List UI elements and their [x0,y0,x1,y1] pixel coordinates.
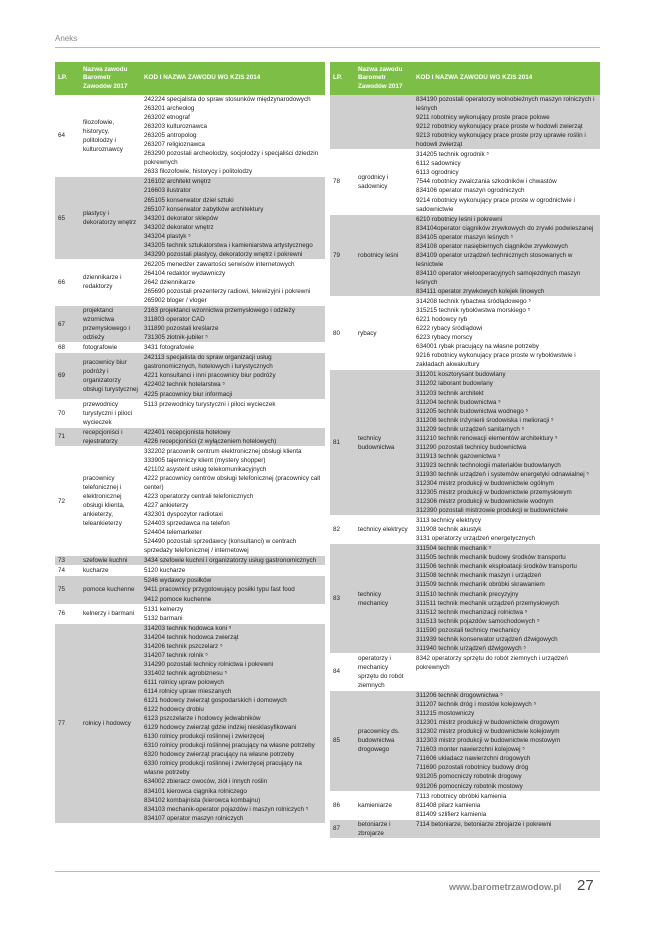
page-number: 27 [577,877,594,894]
code-entry: 311209 technik urządzeń sanitarnych ⁵ [416,425,525,433]
table-row [330,791,600,819]
code-entry: 263203 kulturoznawca [144,123,208,131]
code-entry: 711690 pozostali robotnicy budowy dróg [416,764,529,772]
table-row [55,353,325,399]
header-code-name: KOD I NAZWA ZAWODU WG KZiS 2014 [413,62,600,95]
code-entry: 834106 operator maszyn ogrodniczych [416,187,525,195]
row-lp: 77 [55,623,80,823]
code-entry: 834190 pozostali operatorzy wolnobieżnych maszyn rolniczych i leśnych [416,96,595,113]
table-row [55,623,325,823]
row-occupation-name: rolnicy i hodowcy [80,623,141,823]
code-entry: 931205 pomocniczy robotnik drogowy [416,773,522,781]
code-entry: 312304 mistrz produkcji w budownictwie ogólnym [416,479,554,487]
code-entry: 311207 technik dróg i mostów kolejowych ⁵ [416,701,537,709]
row-lp: 75 [55,576,80,604]
code-entry: 7113 robotnicy obróbki kamienia [416,792,507,800]
code-entry: 2633 filozofowie, historycy i politolodzy [144,168,253,176]
table-row [330,297,600,370]
code-entry: 264104 redaktor wydawniczy [144,269,226,277]
table-row [330,370,600,516]
code-entry: 311208 technik inżynierii środowiska i melioracji ⁵ [416,416,554,424]
code-entry: 216102 architekt wnętrz [144,178,211,186]
row-codes [141,306,325,343]
code-entry: 311890 pozostali kreślarze [144,325,219,333]
code-entry: 311215 mostowniczy [416,710,475,718]
code-entry: 634002 zbieracz owoców, ziół i innych roślin [144,778,268,786]
row-lp: 84 [330,653,355,690]
row-lp: 72 [55,446,80,556]
code-entry: 265902 bloger / vloger [144,297,207,305]
code-entry: 9211 robotnicy wykonujący proste prace polowe [416,114,550,122]
row-codes [141,566,325,576]
code-entry: 6320 hodowcy zwierząt pracujący na własne potrzeby [144,751,295,759]
row-codes [413,214,600,296]
code-entry: 6129 hodowcy zwierząt gdzie indziej niesklasyfikowani [144,724,297,732]
running-title: Aneks [55,34,78,43]
row-codes [141,259,325,305]
code-entry: 6330 rolnicy produkcji roślinnej i zwierzęcej pracujący na własne potrzeby [144,760,302,777]
table-row [55,177,325,259]
code-entry: 5120 kucharze [144,567,186,575]
code-entry: 8342 operatorzy sprzętu do robót ziemnych i urządzeń pokrewnych [416,654,568,671]
row-lp: 86 [330,791,355,819]
row-codes [141,576,325,604]
table-header-row [330,62,600,95]
code-entry: 343290 pozostali plastycy, dekoratorzy wnętrz i pokrewni [144,250,303,258]
table-row [330,691,600,792]
code-entry: 6111 rolnicy upraw polowych [144,678,224,686]
code-entry: 343204 plastyk ⁵ [144,232,191,240]
row-occupation-name: pracownicy biur podróży i organizatorzy obsługi turystycznej [80,353,141,399]
table-row [55,306,325,343]
code-entry: 7544 robotnicy zwalczania szkodników i chwastów [416,178,557,186]
code-entry: 314208 technik rybactwa śródlądowego ⁵ [416,298,531,306]
row-codes [413,691,600,792]
row-occupation-name: technicy mechanicy [355,544,413,654]
code-entry: 9213 robotnicy wykonujący prace proste przy uprawie roślin i hodowli zwierząt [416,132,586,149]
row-codes [141,399,325,427]
code-entry: 9216 robotnicy wykonujący prace proste w rybołówstwie i zakładach akwakultury [416,352,576,369]
row-codes [141,177,325,259]
header-code-name: KOD I NAZWA ZAWODU WG KZiS 2014 [141,62,325,95]
occupations-table-right [330,62,600,839]
code-entry: 265690 pozostali prezenterzy radiowi, telewizyjni i pokrewni [144,287,311,295]
row-occupation-name: szefowie kuchni [80,556,141,566]
code-entry: 834108 operator nasiębiernych ciągników zrywkowych [416,242,568,250]
code-entry: 311204 technik budownictwa ⁵ [416,398,501,406]
table-row [55,446,325,556]
row-occupation-name: przewodnicy turystyczni i piloci wycieczek [80,399,141,427]
code-entry: 2642 dziennikarze [144,278,196,286]
code-entry: 311202 laborant budowlany [416,380,493,388]
code-entry: 314206 technik pszczelarz ⁵ [144,642,223,650]
code-entry: 343201 dekorator sklepów [144,214,218,222]
code-entry: 6221 hodowcy ryb [416,316,468,324]
code-entry: 311206 technik drogownictwa ⁵ [416,692,503,700]
code-entry: 9411 pracownicy przygotowujący posiłki typu fast food [144,586,295,594]
row-codes [141,343,325,353]
code-entry: 311505 technik mechanik budowy środków transportu [416,554,566,562]
row-codes [141,604,325,623]
code-entry: 265105 konserwator dzieł sztuki [144,196,234,204]
row-lp: 73 [55,556,80,566]
code-entry: 7114 betoniarze, betoniarze zbrojarze i pokrewni [416,820,552,828]
table-row [55,95,325,177]
code-entry: 422402 technik hotelarstwa ⁵ [144,381,226,389]
row-occupation-name: projektanci wzornictwa przemysłowego i odzieży [80,306,141,343]
code-entry: 343202 dekorator wnętrz [144,223,214,231]
row-occupation-name: kamieniarze [355,791,413,819]
row-codes [141,353,325,399]
code-entry: 312301 mistrz produkcji w budownictwie drogowym [416,719,560,727]
header-occupation-name: Nazwa zawodu Barometr Zawodów 2017 [80,62,141,95]
table-row [330,150,600,214]
code-entry: 311508 technik mechanik maszyn i urządzeń [416,572,542,580]
code-entry: 6210 robotnicy leśni i pokrewni [416,215,503,223]
code-entry: 314207 technik rolnik ⁵ [144,651,208,659]
row-lp: 83 [330,544,355,654]
code-entry: 331402 technik agrobiznesu ⁵ [144,669,228,677]
code-entry: 312302 mistrz produkcji w budownictwie kolejowym [416,728,560,736]
code-entry: 311908 technik akustyk [416,526,482,534]
code-entry: 4226 recepcjoniści (z wyłączeniem hotelowych) [144,437,277,445]
row-occupation-name: ogrodnicy i sadownicy [355,150,413,214]
row-occupation-name: filozofowie, historycy, politolodzy i kulturoznawcy [80,95,141,177]
code-entry: 315215 technik rybołówstwa morskiego ⁵ [416,307,531,315]
code-entry: 834101 kierowca ciągnika rolniczego [144,787,247,795]
table-row [330,819,600,838]
code-entry: 311506 technik mechanik eksploatacji środków transportu [416,563,577,571]
code-entry: 4225 pracownicy biur informacji [144,390,233,398]
code-entry: 312390 pozostali mistrzowie produkcji w budownictwie [416,507,568,515]
row-occupation-name: plastycy i dekoratorzy wnętrz [80,177,141,259]
row-occupation-name: kelnerzy i barmani [80,604,141,623]
code-entry: 4221 konsultanci i inni pracownicy biur podróży [144,372,276,380]
table-row [330,516,600,544]
code-entry: 311290 pozostali technicy budownictwa [416,443,527,451]
row-lp: 65 [55,177,80,259]
header-occupation-name: Nazwa zawodu Barometr Zawodów 2017 [355,62,413,95]
code-entry: 311210 technik renowacji elementów architektury ⁵ [416,434,558,442]
code-entry: 834105 operator maszyn leśnych ⁵ [416,233,514,241]
code-entry: 242224 specjalista do spraw stosunków międzynarodowych [144,96,311,103]
table-row [330,214,600,296]
code-entry: 311511 technik mechanik urządzeń przemysłowych [416,599,559,607]
code-entry: 6222 rybacy śródlądowi [416,325,483,333]
row-occupation-name: fotografowie [80,343,141,353]
code-entry: 311913 technik gazownictwa ⁵ [416,452,501,460]
row-occupation-name: rybacy [355,297,413,370]
code-entry: 811409 szlifierz kamienia [416,810,487,818]
row-occupation-name: pomoce kuchenne [80,576,141,604]
code-entry: 314204 technik hodowca zwierząt [144,633,239,641]
row-lp: 67 [55,306,80,343]
code-entry: 4227 ankieterzy [144,502,189,510]
code-entry: 311923 technik technologii materiałów budowlanych [416,461,561,469]
table-row [55,427,325,446]
code-entry: 312305 mistrz produkcji w budownictwie przemysłowym [416,489,572,497]
table-row [55,259,325,305]
row-codes [413,544,600,654]
code-entry: 6114 rolnicy upraw mieszanych [144,688,232,695]
code-entry: 634001 rybak pracujący na własne potrzeby [416,343,539,351]
header-lp: LP. [55,62,80,95]
code-entry: 311513 technik pojazdów samochodowych ⁵ [416,617,540,625]
code-entry: 311930 technik urządzeń i systemów energetyki odnawialnej ⁵ [416,470,589,478]
code-entry: 5131 kelnerzy [144,605,184,613]
code-entry: 311201 kosztorysant budowlany [416,371,506,379]
row-lp: 79 [330,214,355,296]
row-lp: 69 [55,353,80,399]
code-entry: 263205 antropolog [144,132,197,140]
code-entry: 311939 technik konserwator urządzeń dźwigowych [416,635,558,643]
code-entry: 834103 mechanik-operator pojazdów i maszyn rolniczych ⁵ [144,805,309,813]
code-entry: 524403 sprzedawca na telefon [144,520,230,528]
code-entry: 3113 technicy elektrycy [416,517,481,525]
code-entry: 311510 technik mechanik precyzyjny [416,590,519,598]
code-entry: 265107 konserwator zabytków architektury [144,205,264,213]
row-lp: 74 [55,566,80,576]
code-entry: 3434 szefowie kuchni i organizatorzy usług gastronomicznych [144,557,317,565]
code-entry: 524490 pozostali sprzedawcy (konsultanci) w centrach sprzedaży telefonicznej / internetowej [144,538,297,555]
code-entry: 834109 operator urządzeń technicznych stosowanych w leśnictwie [416,251,573,268]
code-entry: 311803 operator CAD [144,316,205,324]
table-row [55,399,325,427]
code-entry: 834110 operator wielooperacyjnych samojezdnych maszyn leśnych [416,269,581,286]
row-occupation-name: pracownicy telefonicznej i elektronicznej obsługi klienta, ankieterzy, teleankieterzy [80,446,141,556]
row-codes [413,297,600,370]
row-lp: 87 [330,819,355,838]
code-entry: 314203 technik hodowca koni ⁵ [144,624,232,632]
row-occupation-name: technicy elektrycy [355,516,413,544]
table-row [330,95,600,150]
row-lp: 64 [55,95,80,177]
table-row [330,653,600,690]
header-divider [55,47,600,48]
code-entry: 311203 technik architekt [416,389,484,397]
code-entry: 262205 menedżer zawartości serwisów internetowych [144,260,295,268]
row-codes [141,95,325,177]
footer-divider [55,871,600,872]
code-entry: 333905 tajemniczy klient (mystery shopper) [144,456,266,464]
code-entry: 263202 etnograf [144,114,190,122]
row-lp: 80 [330,297,355,370]
occupations-table-left [55,62,325,824]
table-row [55,343,325,353]
table-row [330,544,600,654]
code-entry: 711606 układacz nawierzchni drogowych [416,755,531,763]
code-entry: 731305 złotnik-jubiler ⁵ [144,334,208,342]
code-entry: 3431 fotografowie [144,344,195,352]
code-entry: 311509 technik mechanik obróbki skrawaniem [416,581,545,589]
row-occupation-name: recepcjoniści i rejestratorzy [80,427,141,446]
code-entry: 6112 sadownicy [416,160,461,168]
code-entry: 834104operator ciągników zrywkowych do zrywki podwieszanej [416,224,594,232]
code-entry: 3131 operatorzy urządzeń energetycznych [416,535,536,543]
row-occupation-name: operatorzy i mechanicy sprzętu do robót ziemnych [355,653,413,690]
row-codes [141,427,325,446]
row-lp: 82 [330,516,355,544]
row-occupation-name: dziennikarze i redaktorzy [80,259,141,305]
row-codes [413,150,600,214]
row-occupation-name: betoniarze i zbrojarze [355,819,413,838]
row-lp: 85 [330,691,355,792]
row-codes [413,370,600,516]
code-entry: 931206 pomocniczy robotnik mostowy [416,782,523,790]
code-entry: 4222 pracownicy centrów obsługi telefonicznej (pracownicy call center) [144,474,321,491]
code-entry: 5113 przewodnicy turystyczni i piloci wycieczek [144,400,276,408]
row-codes [413,516,600,544]
code-entry: 6223 rybacy morscy [416,334,473,342]
code-entry: 421102 asystent usług telekomunikacyjnych [144,465,267,473]
code-entry: 6122 hodowcy drobiu [144,706,204,714]
code-entry: 524404 telemarketer [144,529,202,537]
code-entry: 811408 pilarz kamienia [416,801,481,809]
row-occupation-name: technicy budownictwa [355,370,413,516]
code-entry: 312306 mistrz produkcji w budownictwie wodnym [416,498,554,506]
code-entry: 311205 technik budownictwa wodnego ⁵ [416,407,529,415]
code-entry: 263207 religioznawca [144,141,205,149]
row-lp: 66 [55,259,80,305]
code-entry: 9214 robotnicy wykonujący prace proste w ogrodnictwie i sadownictwie [416,196,575,213]
row-lp: 78 [330,150,355,214]
code-entry: 311940 technik urządzeń dźwigowych ⁵ [416,644,526,652]
row-lp: 68 [55,343,80,353]
code-entry: 6121 hodowcy zwierząt gospodarskich i domowych [144,697,287,705]
row-codes [413,819,600,838]
code-entry: 9212 robotnicy wykonujący prace proste w hodowli zwierząt [416,123,583,131]
row-codes [141,556,325,566]
row-lp: 70 [55,399,80,427]
row-lp: 76 [55,604,80,623]
row-codes [141,623,325,823]
row-codes [413,653,600,690]
table-header-row [55,62,325,95]
table-row [55,604,325,623]
row-codes [413,95,600,150]
code-entry: 6130 rolnicy produkcji roślinnej i zwierzęcej [144,733,265,741]
code-entry: 311590 pozostali technicy mechanicy [416,626,520,634]
row-lp: 71 [55,427,80,446]
table-row [55,566,325,576]
row-lp [330,95,355,150]
code-entry: 263201 archeolog [144,105,195,113]
code-entry: 834107 operator maszyn rolniczych [144,814,244,822]
row-occupation-name [355,95,413,150]
row-codes [141,446,325,556]
code-entry: 422401 recepcjonista hotelowy [144,428,231,436]
code-entry: 5132 barmani [144,614,183,622]
code-entry: 216603 ilustrator [144,187,191,195]
code-entry: 432301 dyspozytor radiotaxi [144,511,223,519]
code-entry: 2163 projektanci wzornictwa przemysłowego i odzieży [144,307,295,315]
row-occupation-name: kucharze [80,566,141,576]
code-entry: 311504 technik mechanik ⁵ [416,545,492,553]
code-entry: 5246 wydawcy posiłków [144,577,212,585]
code-entry: 711603 monter nawierzchni kolejowej ⁵ [416,746,525,754]
code-entry: 343205 technik sztukatorstwa i kamieniarstwa artystycznego [144,241,313,249]
code-entry: 314205 technik ogrodnik ⁵ [416,151,489,159]
header-lp: LP. [330,62,355,95]
row-codes [413,791,600,819]
code-entry: 9412 pomoce kuchenne [144,595,212,603]
table-row [55,556,325,566]
code-entry: 6113 ogrodnicy [416,169,459,177]
row-lp: 81 [330,370,355,516]
code-entry: 311512 technik mechanizacji rolnictwa ⁵ [416,608,528,616]
code-entry: 312303 mistrz produkcji w budownictwie mostowym [416,737,561,745]
table-row [55,576,325,604]
code-entry: 6123 pszczelarze i hodowcy jedwabników [144,715,261,723]
code-entry: 332202 pracownik centrum elektronicznej obsługi klienta [144,447,302,455]
code-entry: 242113 specjalista do spraw organizacji usług gastronomicznych, hotelowych i turystycznych [144,354,273,371]
code-entry: 4223 operatorzy centrali telefonicznych [144,493,254,501]
code-entry: 834111 operator zrywkowych kolejek linowych [416,287,545,295]
row-occupation-name: robotnicy leśni [355,214,413,296]
footer-website[interactable]: www.barometrzawodow.pl [449,882,562,892]
code-entry: 314290 pozostali technicy rolnictwa i pokrewni [144,660,274,668]
row-occupation-name: pracownicy ds. budownictwa drogowego [355,691,413,792]
code-entry: 6310 rolnicy produkcji roślinnej pracujący na własne potrzeby [144,742,315,750]
code-entry: 834102 kombajnista (kierowca kombajnu) [144,796,261,804]
code-entry: 263290 pozostali archeolodzy, socjolodzy i specjaliści dziedzin pokrewnych [144,150,319,167]
